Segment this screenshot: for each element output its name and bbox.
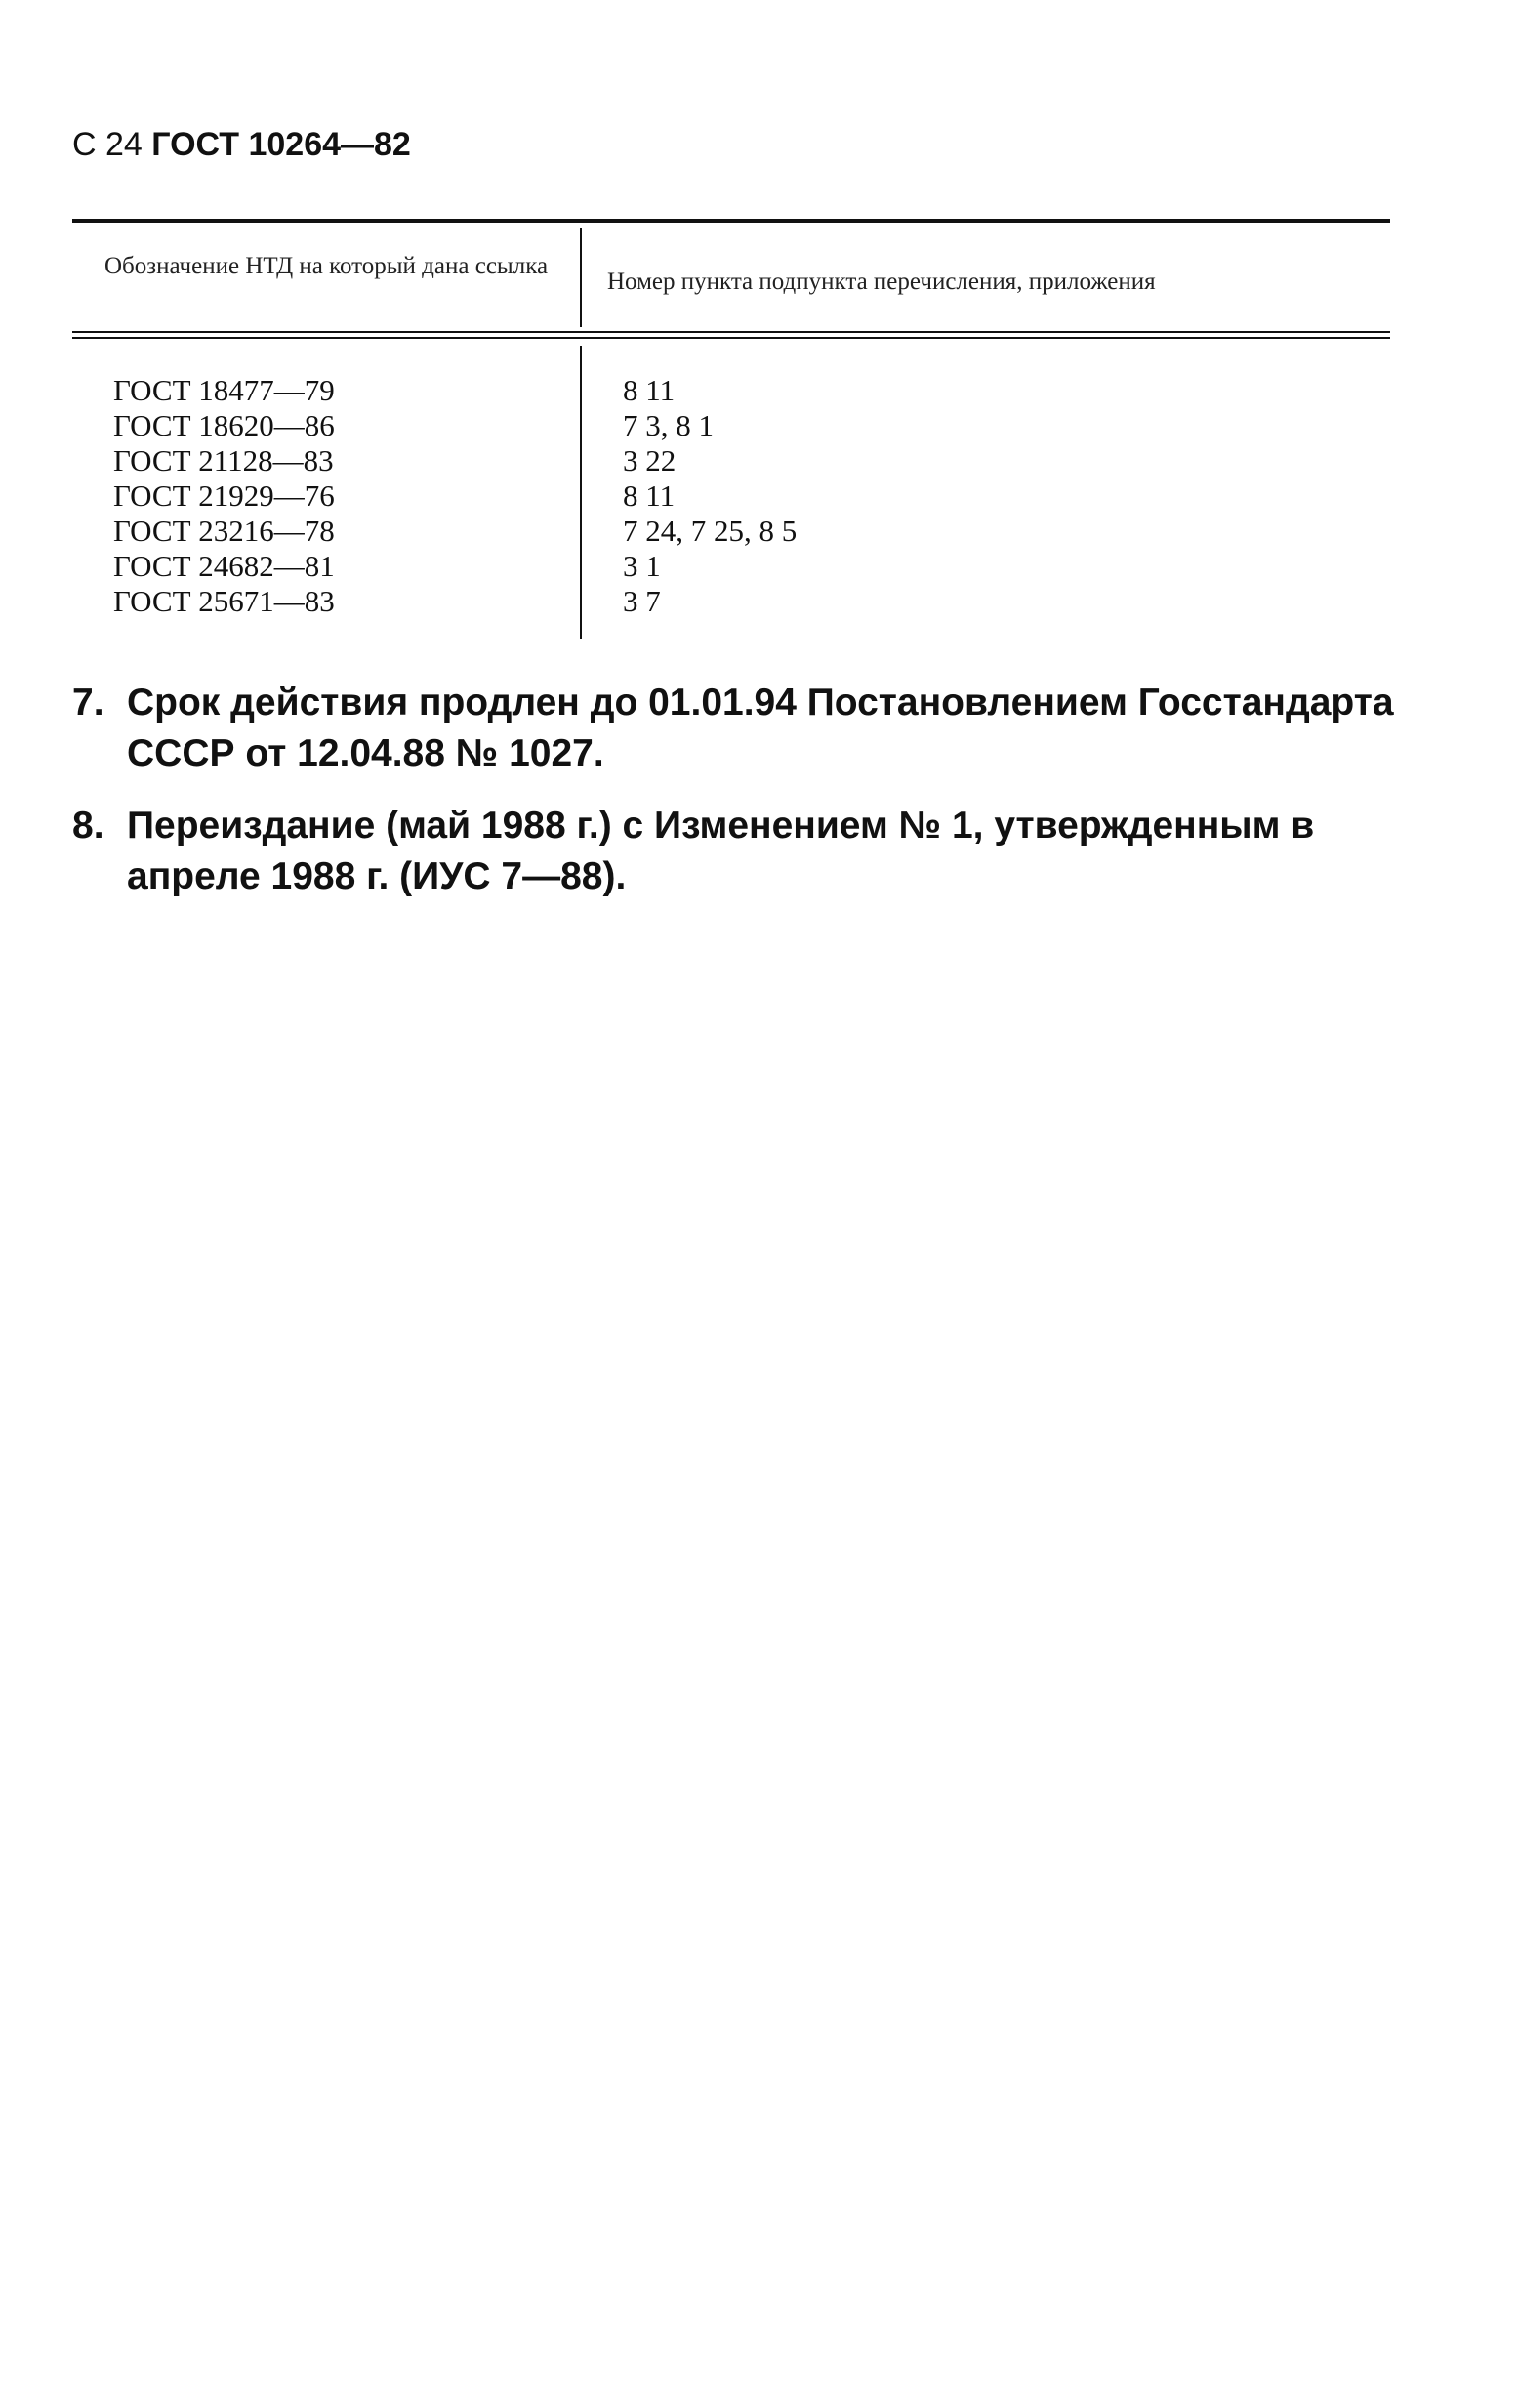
page-number: С 24 — [72, 126, 143, 163]
cell-reference: 3 22 — [623, 443, 677, 477]
note-number: 7. — [72, 682, 104, 724]
cell-reference: 8 11 — [623, 478, 676, 513]
cell-reference: 3 1 — [623, 549, 661, 583]
note-text: Срок действия продлен до 01.01.94 Постановлением Госстандарта СССР от 12.04.88 № 1027. — [127, 682, 1394, 774]
cell-document: ГОСТ 25671—83 — [113, 584, 335, 618]
table-header-divider — [580, 228, 582, 327]
table-top-rule — [72, 219, 1390, 223]
document-code: ГОСТ 10264—82 — [151, 126, 411, 163]
cell-reference: 7 3, 8 1 — [623, 408, 714, 442]
cell-document: ГОСТ 18477—79 — [113, 373, 335, 407]
note-number: 8. — [72, 805, 104, 847]
references-table — [72, 219, 1390, 648]
table-row — [72, 514, 1390, 549]
table-body — [72, 373, 1390, 619]
column-header-reference: Номер пункта подпункта перечисления, приложения — [607, 269, 1156, 295]
cell-reference: 8 11 — [623, 373, 676, 407]
cell-reference: 7 24, 7 25, 8 5 — [623, 514, 798, 548]
cell-document: ГОСТ 24682—81 — [113, 549, 335, 583]
note-reissue — [72, 801, 1419, 902]
table-row — [72, 584, 1390, 619]
table-header-rule — [72, 331, 1390, 339]
cell-document: ГОСТ 21128—83 — [113, 443, 334, 477]
cell-document: ГОСТ 23216—78 — [113, 514, 335, 548]
note-text: Переиздание (май 1988 г.) с Изменением № 1, утвержденным в апреле 1988 г. (ИУС 7—88). — [127, 805, 1315, 897]
table-row — [72, 549, 1390, 584]
note-validity-extension — [72, 678, 1419, 779]
cell-reference: 3 7 — [623, 584, 661, 618]
cell-document: ГОСТ 18620—86 — [113, 408, 335, 442]
table-row — [72, 408, 1390, 443]
column-header-document: Обозначение НТД на который дана ссылка — [103, 253, 549, 279]
cell-document: ГОСТ 21929—76 — [113, 478, 335, 513]
table-row — [72, 443, 1390, 478]
table-row — [72, 478, 1390, 514]
table-row — [72, 373, 1390, 408]
page-header — [72, 125, 411, 164]
